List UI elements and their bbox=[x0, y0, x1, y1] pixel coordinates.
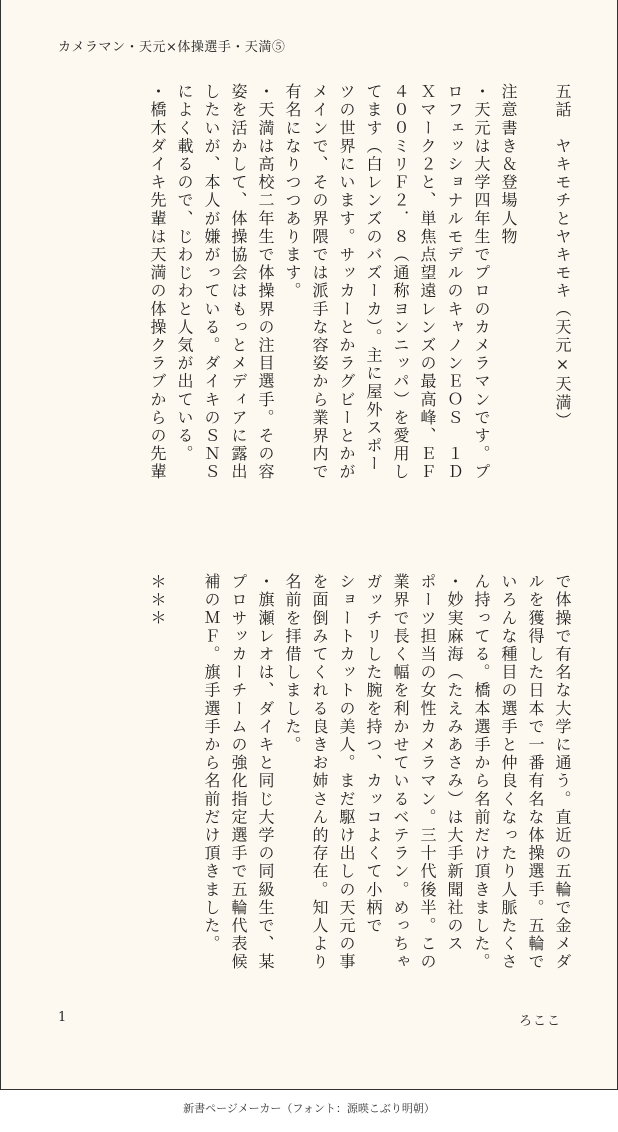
text-line: ガッチリした腕を持つ、カッコよくて小柄で bbox=[364, 573, 383, 935]
text-line: ロフェッショナルモデルのキャノンＥＯＳ １Ｄ bbox=[445, 83, 464, 482]
text-line: ルを獲得した日本で一番有名な体操選手。五輪で bbox=[526, 573, 545, 972]
text-line: を面倒みてくれる良きお姉さん的存在。知人より bbox=[310, 573, 329, 972]
text-line: Ｘマーク２と、単焦点望遠レンズの最高峰、ＥＦ bbox=[418, 83, 437, 482]
text-line: メインで、その界隈では派手な容姿から業界内で bbox=[310, 83, 329, 482]
text-line: ん持ってる。橋本選手から名前だけ頂きました。 bbox=[472, 573, 491, 972]
text-line: ・妙実麻海（たえみあさみ）は大手新聞社のス bbox=[445, 573, 464, 954]
text-line: ・旗瀬レオは、ダイキと同じ大学の同級生で、某 bbox=[256, 573, 275, 972]
text-line: プロサッカーチームの強化指定選手で五輪代表候 bbox=[229, 573, 248, 972]
text-line: ４００ミリＦ２．８（通称ヨンニッパ）を愛用し bbox=[391, 83, 410, 482]
text-line: で体操で有名な大学に通う。直近の五輪で金メダ bbox=[553, 573, 572, 972]
text-line: ポーツ担当の女性カメラマン。三十代後半。この bbox=[418, 573, 437, 972]
footer-credit: 新書ページメーカー（フォント：源暎こぶり明朝） bbox=[183, 1102, 435, 1115]
text-line: てます（白レンズのバズーカ）。主に屋外スポー bbox=[364, 83, 383, 474]
author-name: ろここ bbox=[518, 1014, 561, 1029]
text-line: 有名になりつつあります。 bbox=[283, 83, 302, 301]
text-line: ・天元は大学四年生でプロのカメラマンです。プ bbox=[472, 83, 491, 482]
text-line: ・橋木ダイキ先輩は天満の体操クラブからの先輩 bbox=[148, 83, 167, 482]
text-block-lower bbox=[144, 573, 576, 1013]
text-line: いろんな種目の選手と仲良くなったり人脈たくさ bbox=[499, 573, 518, 972]
text-line: 注意書き＆登場人物 bbox=[499, 83, 518, 246]
text-line: 名前を拝借しました。 bbox=[283, 573, 302, 754]
blank-line bbox=[171, 573, 198, 1013]
blank-line bbox=[522, 83, 549, 523]
running-header: カメラマン・天元×体操選手・天満⑤ bbox=[58, 40, 286, 55]
text-block-upper bbox=[144, 83, 576, 523]
section-break: ＊＊＊ bbox=[148, 573, 167, 628]
text-line: 五話 ヤキモチとヤキモキ（天元×天満） bbox=[553, 83, 572, 430]
text-line: ツの世界にいます。サッカーとかラグビーとかが bbox=[337, 83, 356, 482]
text-line: によく載るので、じわじわと人気が出ている。 bbox=[175, 83, 194, 464]
text-line: したいが、本人が嫌がっている。ダイキのＳＮＳ bbox=[202, 83, 221, 482]
text-line: 業界で長く幅を利かせているベテラン。めっちゃ bbox=[391, 573, 410, 972]
text-line: ・天満は高校二年生で体操界の注目選手。その容 bbox=[256, 83, 275, 482]
text-line: ショートカットの美人。まだ駆け出しの天元の事 bbox=[337, 573, 356, 972]
text-line: 補のＭＦ。旗手選手から名前だけ頂きました。 bbox=[202, 573, 221, 954]
page-number: 1 bbox=[58, 1010, 67, 1025]
text-line: 姿を活かして、体操協会はもっとメディアに露出 bbox=[229, 83, 248, 482]
